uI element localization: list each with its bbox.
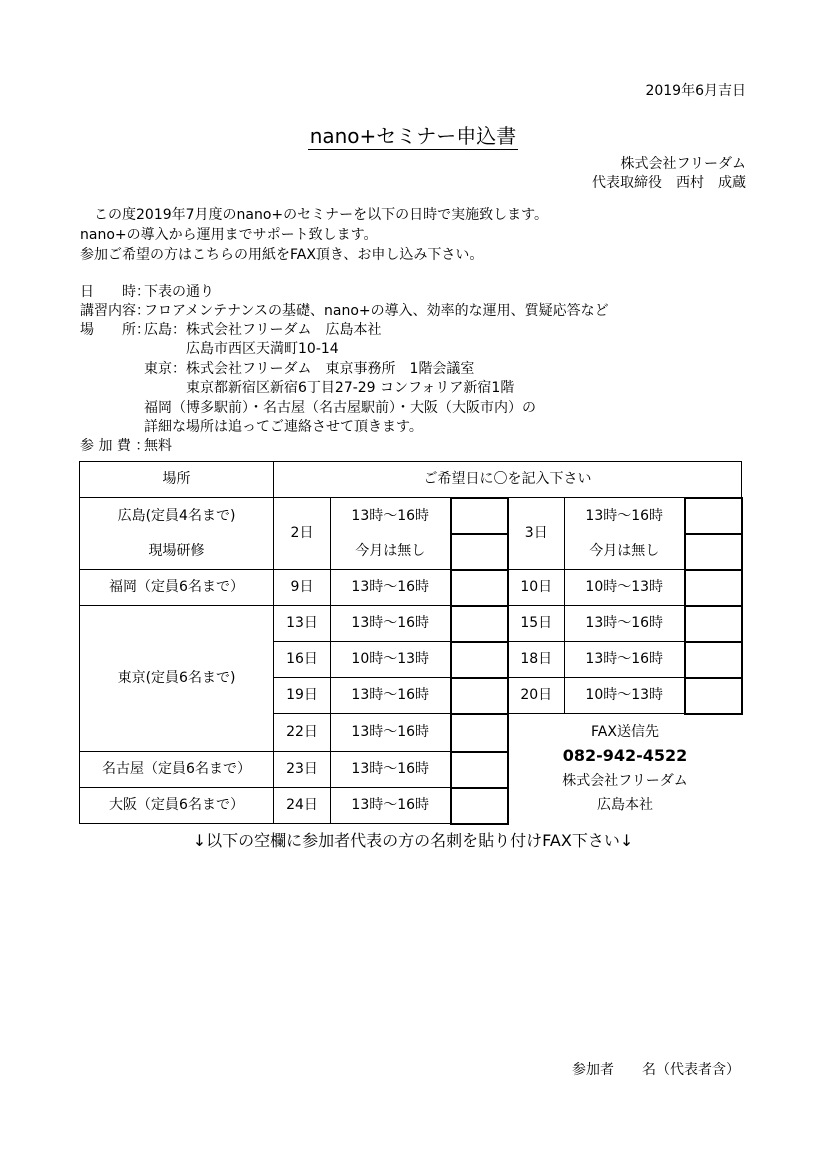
time-cell: 13時～16時	[585, 507, 664, 524]
location-tokyo: 東京(定員6名まで)	[80, 606, 274, 752]
table-header-row	[80, 462, 742, 498]
day-cell: 22日	[274, 714, 331, 752]
info-fee	[80, 437, 172, 456]
day-cell: 9日	[274, 570, 331, 606]
fax-office: 広島本社	[597, 797, 653, 813]
checkbox-cell[interactable]	[451, 606, 508, 642]
time-cell: 13時～16時	[331, 752, 451, 788]
checkbox-cell[interactable]	[451, 714, 508, 752]
issuer-block	[592, 155, 746, 193]
day-cell: 13日	[274, 606, 331, 642]
location-name: 広島(定員4名まで)	[117, 507, 236, 524]
info-label: 場 所：	[80, 322, 150, 338]
time-cell: 13時～16時	[331, 788, 451, 824]
day-cell: 15日	[508, 606, 565, 642]
time-cell: 13時～16時	[331, 714, 451, 752]
document-title: nano+セミナー申込書	[309, 124, 517, 148]
participant-count-label: 参加者 名（代表者含）	[572, 1062, 740, 1078]
intro-line: 参加ご希望の方はこちらの用紙をFAX頂き、お申し込み下さい。	[80, 247, 484, 263]
checkbox-cell[interactable]	[685, 570, 742, 606]
document-title-wrap	[0, 120, 826, 149]
fax-block	[508, 714, 742, 824]
info-label: 講習内容：	[80, 303, 150, 319]
day-cell: 20日	[508, 678, 565, 714]
place-line: 広島市西区天満町10-14	[144, 341, 339, 357]
place-line: 東京：株式会社フリーダム 東京事務所 1階会議室	[144, 361, 475, 377]
time-cell-pair	[331, 498, 451, 570]
day-cell: 24日	[274, 788, 331, 824]
info-value: 下表の通り	[144, 284, 214, 300]
fax-label: FAX送信先	[591, 724, 659, 740]
time-cell: 10時～13時	[565, 678, 685, 714]
info-content	[80, 302, 609, 321]
info-place	[80, 321, 381, 340]
time-cell: 10時～13時	[331, 642, 451, 678]
location-hiroshima	[80, 498, 274, 570]
time-cell-pair	[565, 498, 685, 570]
checkbox-cell[interactable]	[685, 606, 742, 642]
location-nagoya: 名古屋（定員6名まで）	[80, 752, 274, 788]
checkbox-cell[interactable]	[451, 752, 508, 788]
checkbox-cell[interactable]	[685, 678, 742, 714]
checkbox-cell[interactable]	[685, 642, 742, 678]
fax-number: 082-942-4522	[562, 746, 688, 765]
issuer-company: 株式会社フリーダム	[620, 156, 746, 172]
place-line: 広島：株式会社フリーダム 広島本社	[144, 322, 382, 338]
intro-line: この度2019年7月度のnano+のセミナーを以下の日時で実施致します。	[80, 207, 549, 223]
checkbox-cell[interactable]	[686, 499, 741, 535]
time-cell: 13時～16時	[331, 606, 451, 642]
time-cell: 今月は無し	[355, 542, 426, 559]
checkbox-cell[interactable]	[451, 642, 508, 678]
day-cell: 16日	[274, 642, 331, 678]
time-cell: 13時～16時	[565, 606, 685, 642]
location-osaka: 大阪（定員6名まで）	[80, 788, 274, 824]
checkbox-cell[interactable]	[686, 535, 741, 569]
checkbox-cell[interactable]	[452, 499, 507, 535]
issuer-representative: 代表取締役 西村 成蔵	[592, 175, 746, 191]
intro-paragraph	[80, 205, 548, 265]
day-cell: 23日	[274, 752, 331, 788]
day-cell: 18日	[508, 642, 565, 678]
info-value: フロアメンテナンスの基礎、nano+の導入、効率的な運用、質疑応答など	[144, 303, 609, 319]
time-cell: 13時～16時	[331, 678, 451, 714]
day-cell: 3日	[508, 498, 565, 570]
time-cell: 13時～16時	[351, 507, 430, 524]
day-cell: 2日	[274, 498, 331, 570]
checkbox-cell[interactable]	[451, 788, 508, 824]
location-fukuoka: 福岡（定員6名まで）	[80, 570, 274, 606]
table-row-tokyo	[80, 606, 742, 642]
document-date: 2019年6月吉日	[645, 83, 746, 99]
place-line: 東京都新宿区新宿6丁目27-29 コンフォリア新宿1階	[144, 380, 515, 396]
business-card-instruction: ↓以下の空欄に参加者代表の方の名刺を貼り付けFAX下さい↓	[192, 831, 634, 850]
intro-line: nano+の導入から運用までサポート致します。	[80, 227, 378, 243]
info-value: 無料	[144, 438, 172, 454]
location-note: 現場研修	[148, 542, 205, 559]
fax-company: 株式会社フリーダム	[562, 773, 688, 789]
info-label: 参 加 費 ：	[80, 438, 150, 454]
time-cell: 13時～16時	[565, 642, 685, 678]
day-cell: 19日	[274, 678, 331, 714]
table-row-fukuoka	[80, 570, 742, 606]
day-cell: 10日	[508, 570, 565, 606]
header-request: ご希望日に〇を記入下さい	[274, 462, 742, 498]
schedule-table	[79, 461, 743, 825]
checkbox-cell[interactable]	[451, 678, 508, 714]
header-place: 場所	[80, 462, 274, 498]
checkbox-cell[interactable]	[451, 570, 508, 606]
table-row-hiroshima	[80, 498, 742, 570]
time-cell: 今月は無し	[589, 542, 660, 559]
info-datetime	[80, 283, 214, 302]
info-label: 日 時：	[80, 284, 150, 300]
time-cell: 13時～16時	[331, 570, 451, 606]
place-line: 詳細な場所は追ってご連絡させて頂きます。	[144, 419, 423, 435]
time-cell: 10時～13時	[565, 570, 685, 606]
checkbox-pair	[451, 498, 508, 570]
place-line: 福岡（博多駅前）・名古屋（名古屋駅前）・大阪（大阪市内）の	[144, 400, 536, 416]
checkbox-pair	[685, 498, 742, 570]
checkbox-cell[interactable]	[452, 535, 507, 569]
